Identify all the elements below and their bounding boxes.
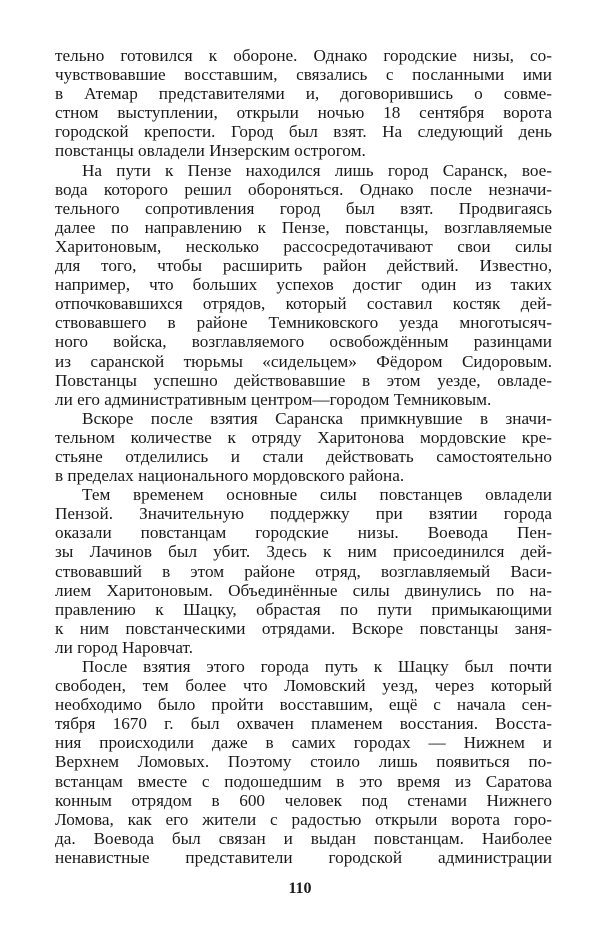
text-line: На пути к Пензе находился лишь город Саранск, вое- [82,160,552,180]
text-line: Повстанцы успешно действовавшие в этом уезде, овладе- [55,370,552,390]
text-line: лием Харитоновым. Объединённые силы двинулись по на- [55,580,552,600]
text-line: чувствовавшие восставшим, связались с посланными ими [55,65,552,85]
text-line: стном выступлении, открыли ночью 18 сентября ворота [55,103,552,123]
paragraph [55,409,552,485]
text-line: Тем временем основные силы повстанцев овладели [82,485,552,505]
text-line: После взятия этого города путь к Шацку был почти [82,657,552,676]
text-line: Харитоновым, несколько рассосредотачивают свои силы [55,236,552,256]
paragraph [55,657,552,867]
text-line: в Атемар представителями и, договорившись о совме- [55,84,552,104]
text-line: тельно готовился к обороне. Однако городские низы, со- [55,46,552,65]
text-line: Ломова, как его жители с радостью открыли ворота горо- [55,809,552,829]
text-line: Вскоре после взятия Саранска примкнувшие в значи- [82,408,552,428]
text-line: к ним повстанческими отрядами. Вскоре повстанцы заня- [55,618,552,638]
paragraph [55,485,552,657]
text-line: зы Лачинов был убит. Здесь к ним присоединился дей- [55,542,552,562]
text-line: правлению к Шацку, обрастая по пути примыкающими [55,599,552,619]
text-line: необходимо было пройти восставшим, ещё с начала сен- [55,695,552,715]
paragraph [55,46,552,161]
text-line: ного войска, возглавляемого освобождённым разинцами [55,332,552,352]
text-line: Верхнем Ломовых. Поэтому стоило лишь появиться по- [55,752,552,772]
text-line: из саранской тюрьмы «сидельцем» Фёдором Сидоровым. [55,351,552,371]
text-line: вода которого решил обороняться. Однако после незначи- [55,179,552,199]
text-line: ли город Наровчат. [55,637,194,657]
text-line: ли его административным центром—городом Темниковым. [55,389,492,409]
text-line: ствовавший в этом районе отряд, возглавляемый Васи- [55,561,552,581]
paragraph [55,161,552,409]
text-line: тября 1670 г. был охвачен пламенем восстания. Восста- [55,714,552,734]
text-line: для того, чтобы расширить район действий. Известно, [55,256,552,276]
text-line: ненавистные представители городской администрации [55,847,552,867]
text-line: да. Воевода был связан и выдан повстанцам. Наиболее [55,828,552,848]
text-line: ствовавшего в районе Темниковского уезда многотысяч- [55,313,552,333]
text-line: оказали повстанцам городские низы. Воевода Пен- [55,523,552,543]
text-line: далее по направлению к Пензе, повстанцы, возглавляемые [55,217,552,237]
text-line: в пределах национального мордовского района. [55,466,405,486]
text-line: например, что больших успехов достиг один из таких [55,275,552,295]
text-line: Пензой. Значительную поддержку при взятии города [55,504,552,524]
text-line: конным отрядом в 600 человек под стенами Нижнего [55,790,552,810]
text-line: ния происходили даже в самих городах — Нижнем и [55,733,552,753]
text-line: тельного сопротивления город был взят. Продвигаясь [55,198,552,218]
text-line: стьяне отделились и стали действовать самостоятельно [55,446,552,466]
page-number: 110 [288,880,312,897]
text-line: тельном количестве к отряду Харитонова мордовские кре- [55,427,552,447]
text-line: городской крепости. Город был взят. На следующий день [55,122,552,142]
text-line: отпочковавшихся отрядов, который составил костяк дей- [55,294,552,314]
body-text [55,46,552,867]
text-line: свободен, тем более что Ломовский уезд, через который [55,676,552,696]
text-line: встанцам вместе с подошедшим в это время из Саратова [55,771,552,791]
text-line: повстанцы овладели Инзерским острогом. [55,141,366,161]
